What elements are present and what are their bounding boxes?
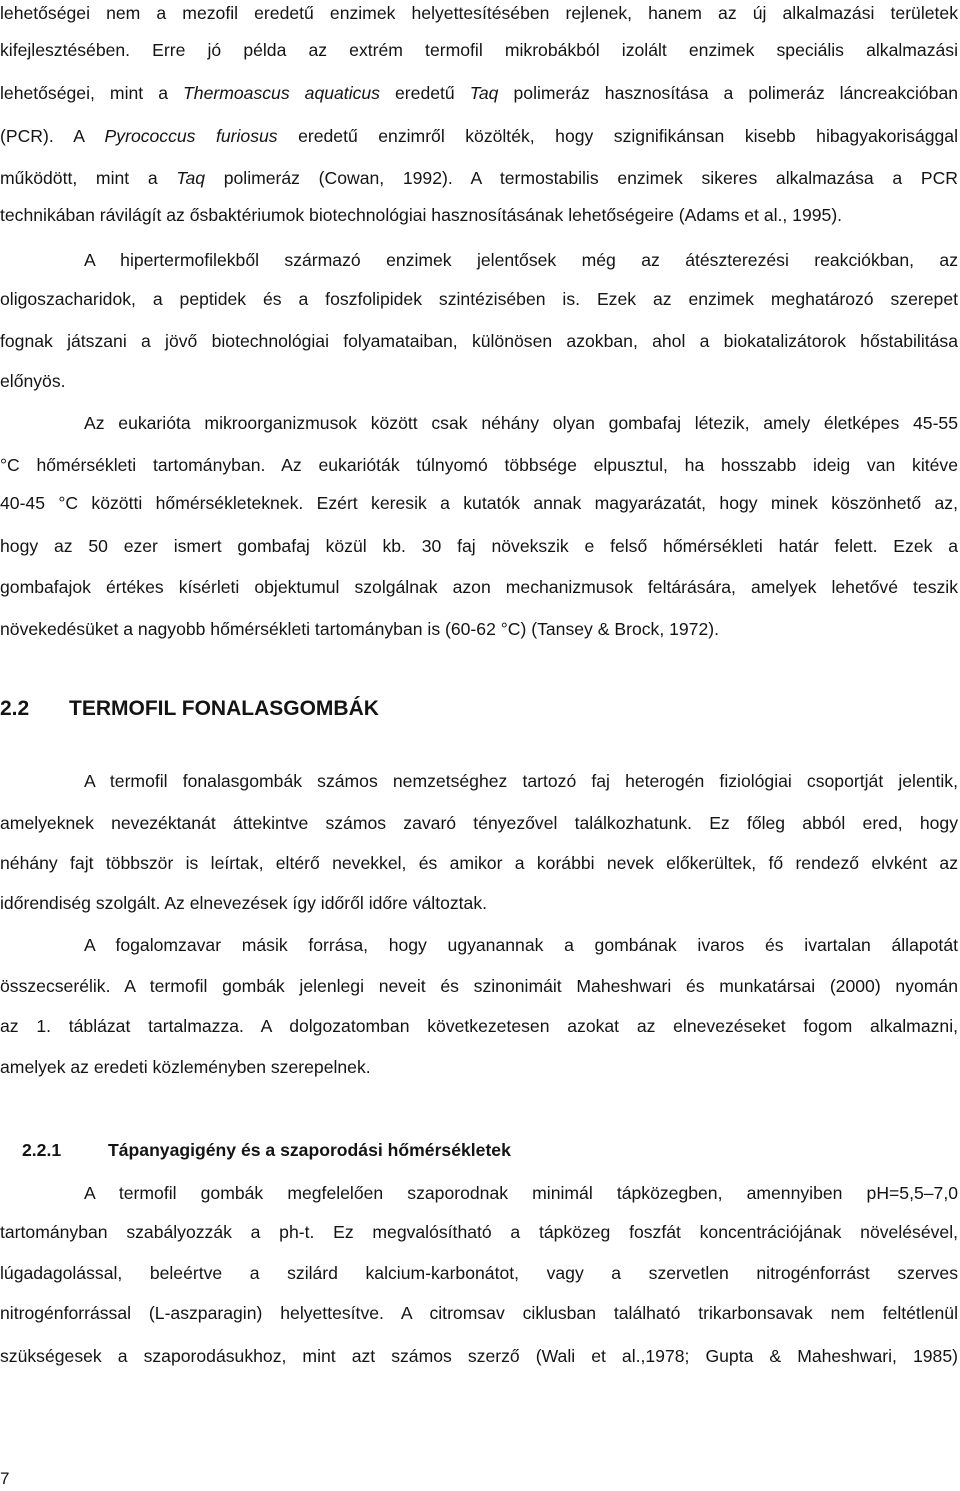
- text-line: amelyeknek nevezéktanát áttekintve számos zavaró tényezővel találkozhatunk. Ez főleg abból ered, hogy: [0, 813, 958, 833]
- page-number: 7: [0, 1469, 10, 1488]
- text-run: (PCR). A: [0, 126, 105, 146]
- text-line: A fogalomzavar másik forrása, hogy ugyanannak a gombának ivaros és ivartalan állapotát: [84, 935, 958, 955]
- text-run: működött, mint a: [0, 168, 177, 188]
- text-line: oligoszacharidok, a peptidek és a foszfolipidek szintézisében is. Ezek az enzimek meghatározó szerepet: [0, 289, 958, 309]
- text-line: nitrogénforrással (L-aszparagin) helyettesítve. A citromsav ciklusban található trikarbonsavak nem feltétlenül: [0, 1303, 958, 1323]
- text-run: eredetű enzimről közölték, hogy szignifikánsan kisebb hibagyakorisággal: [277, 126, 958, 146]
- text-line: néhány fajt többször is leírtak, eltérő nevekkel, és amikor a korábbi nevek előkerültek, fő rendező elvként az: [0, 853, 958, 873]
- section-title: TERMOFIL FONALASGOMBÁK: [69, 697, 379, 720]
- text-run: polimeráz hasznosítása a polimeráz láncreakcióban: [498, 83, 958, 103]
- species-name: Taq: [176, 168, 206, 188]
- text-line: előnyös.: [0, 371, 66, 391]
- species-name: Thermoascus aquaticus: [183, 83, 380, 103]
- text-line: kifejlesztésében. Erre jó példa az extrém termofil mikrobákból izolált enzimek speciális alkalmazási: [0, 40, 958, 60]
- text-line: [0, 80, 958, 106]
- text-line: A termofil gombák megfelelően szaporodnak minimál tápközegben, amennyiben pH=5,5–7,0: [84, 1183, 958, 1203]
- text-run: eredetű: [379, 83, 470, 103]
- text-line: 40-45 °C közötti hőmérsékleteknek. Ezért keresik a kutatók annak magyarázatát, hogy minek köszönhető az,: [0, 493, 958, 513]
- text-line: gombafajok értékes kísérleti objektumul szolgálnak azon mechanizmusok feltárására, amelyek lehetővé teszik: [0, 577, 958, 597]
- text-line: [0, 165, 958, 191]
- text-line: növekedésüket a nagyobb hőmérsékleti tartományban is (60-62 °C) (Tansey & Brock, 1972).: [0, 619, 719, 639]
- subsection-number: 2.2.1: [22, 1140, 62, 1160]
- text-line: Az eukarióta mikroorganizmusok között csak néhány olyan gombafaj létezik, amely életképes 45-55: [84, 413, 958, 433]
- text-line: időrendiség szolgált. Az elnevezések így időről időre változtak.: [0, 893, 488, 913]
- species-name: Taq: [469, 83, 499, 103]
- text-line: A hipertermofilekből származó enzimek jelentősek még az átészterezési reakciókban, az: [84, 250, 958, 270]
- text-line: lehetőségei nem a mezofil eredetű enzimek helyettesítésében rejlenek, hanem az új alkalmazási területek: [0, 3, 958, 23]
- text-line: amelyek az eredeti közleményben szerepelnek.: [0, 1057, 371, 1077]
- subsection-title: Tápanyagigény és a szaporodási hőmérsékletek: [108, 1140, 511, 1160]
- text-line: az 1. táblázat tartalmazza. A dolgozatomban következetesen azokat az elnevezéseket fogom alkalmazni,: [0, 1016, 958, 1036]
- text-run: polimeráz (Cowan, 1992). A termostabilis enzimek sikeres alkalmazása a PCR: [205, 168, 958, 188]
- species-name: Pyrococcus furiosus: [104, 126, 278, 146]
- text-line: A termofil fonalasgombák számos nemzetséghez tartozó faj heterogén fiziológiai csoportját jelentik,: [84, 771, 958, 791]
- text-line: [0, 123, 958, 149]
- text-line: lúgadagolással, beleértve a szilárd kalcium-karbonátot, vagy a szervetlen nitrogénforrást szerves: [0, 1263, 958, 1283]
- text-line: összecserélik. A termofil gombák jelenlegi neveit és szinonimáit Maheshwari és munkatársai (2000) nyomán: [0, 976, 958, 996]
- text-line: szükségesek a szaporodásukhoz, mint azt számos szerző (Wali et al.,1978; Gupta & Maheshwari, 1985): [0, 1346, 958, 1366]
- text-line: hogy az 50 ezer ismert gombafaj közül kb. 30 faj növekszik e felső hőmérsékleti határ felett. Ezek a: [0, 536, 958, 556]
- text-run: lehetőségei, mint a: [0, 83, 184, 103]
- text-line: technikában rávilágít az ősbaktériumok biotechnológiai hasznosításának lehetőségeire (Adams et al., 1995).: [0, 205, 843, 225]
- text-line: tartományban szabályozzák a ph-t. Ez megvalósítható a tápközeg foszfát koncentrációjának növelésével,: [0, 1222, 958, 1242]
- section-number: 2.2: [0, 697, 30, 720]
- text-line: fognak játszani a jövő biotechnológiai folyamataiban, különösen azokban, ahol a biokatalizátorok hőstabilitása: [0, 331, 958, 351]
- text-line: °C hőmérsékleti tartományban. Az eukarióták túlnyomó többsége elpusztul, ha hosszabb ideig van kitéve: [0, 455, 958, 475]
